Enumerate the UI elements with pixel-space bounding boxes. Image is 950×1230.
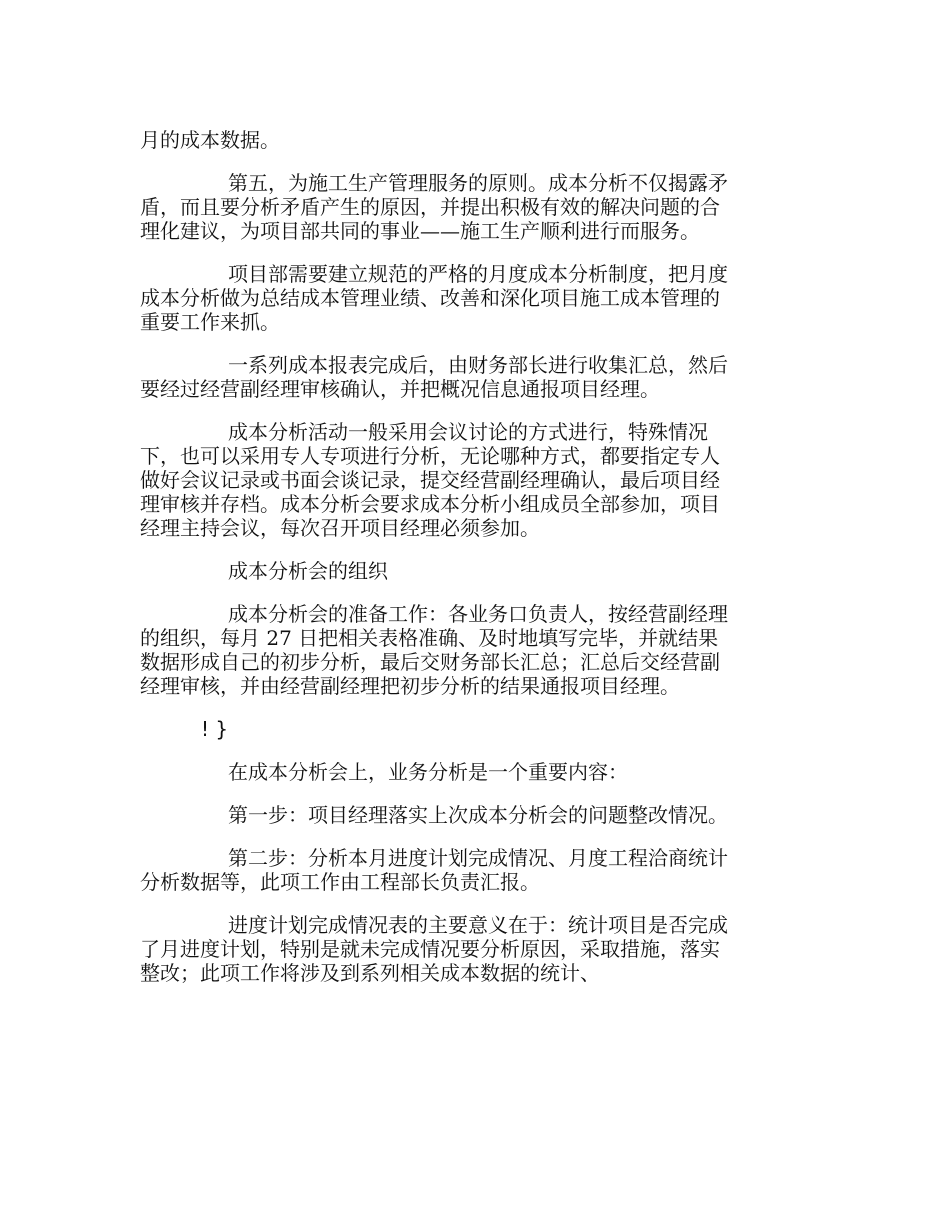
paragraph-meeting-method: 成本分析活动一般采用会议讨论的方式进行，特殊情况下，也可以采用专人专项进行分析，无论哪种方式，都要指定专人做好会议记录或书面会谈记录，提交经营副经理确认，最后项目经理审核并存档。成本分析会要求成本分析小组成员全部参加，项目经理主持会议，每次召开项目经理必须参加。 — [140, 420, 720, 540]
paragraph-meeting-preparation: 成本分析会的准备工作：各业务口负责人，按经营副经理的组织，每月 27 日把相关表格准确、及时地填写完毕，并就结果数据形成自己的初步分析，最后交财务部长汇总；汇总后交经营副经理审核，并由经营副经理把初步分析的结果通报项目经理。 — [140, 602, 728, 698]
paragraph-business-analysis: 在成本分析会上，业务分析是一个重要内容： — [228, 760, 628, 784]
document-page — [140, 128, 730, 1004]
paragraph-step-one: 第一步：项目经理落实上次成本分析会的问题整改情况。 — [228, 803, 728, 827]
section-heading: 成本分析会的组织 — [228, 559, 388, 583]
paragraph-step-two: 第二步：分析本月进度计划完成情况、月度工程洽商统计分析数据等，此项工作由工程部长负责汇报。 — [140, 846, 728, 894]
paragraph-report-collection: 一系列成本报表完成后，由财务部长进行收集汇总，然后要经过经营副经理审核确认，并把概况信息通报项目经理。 — [140, 353, 728, 401]
paragraph-progress-plan: 进度计划完成情况表的主要意义在于：统计项目是否完成了月进度计划，特别是就未完成情况要分析原因，采取措施，落实整改；此项工作将涉及到系列相关成本数据的统计、 — [140, 913, 728, 985]
paragraph-principle-five: 第五，为施工生产管理服务的原则。成本分析不仅揭露矛盾，而且要分析矛盾产生的原因，并提出积极有效的解决问题的合理化建议，为项目部共同的事业——施工生产顺利进行而服务。 — [140, 171, 728, 243]
paragraph-continuation: 月的成本数据。 — [140, 128, 280, 152]
paragraph-monthly-analysis-system: 项目部需要建立规范的严格的月度成本分析制度，把月度成本分析做为总结成本管理业绩、改善和深化项目施工成本管理的重要工作来抓。 — [140, 262, 728, 334]
stray-symbols: ! } — [201, 717, 229, 741]
